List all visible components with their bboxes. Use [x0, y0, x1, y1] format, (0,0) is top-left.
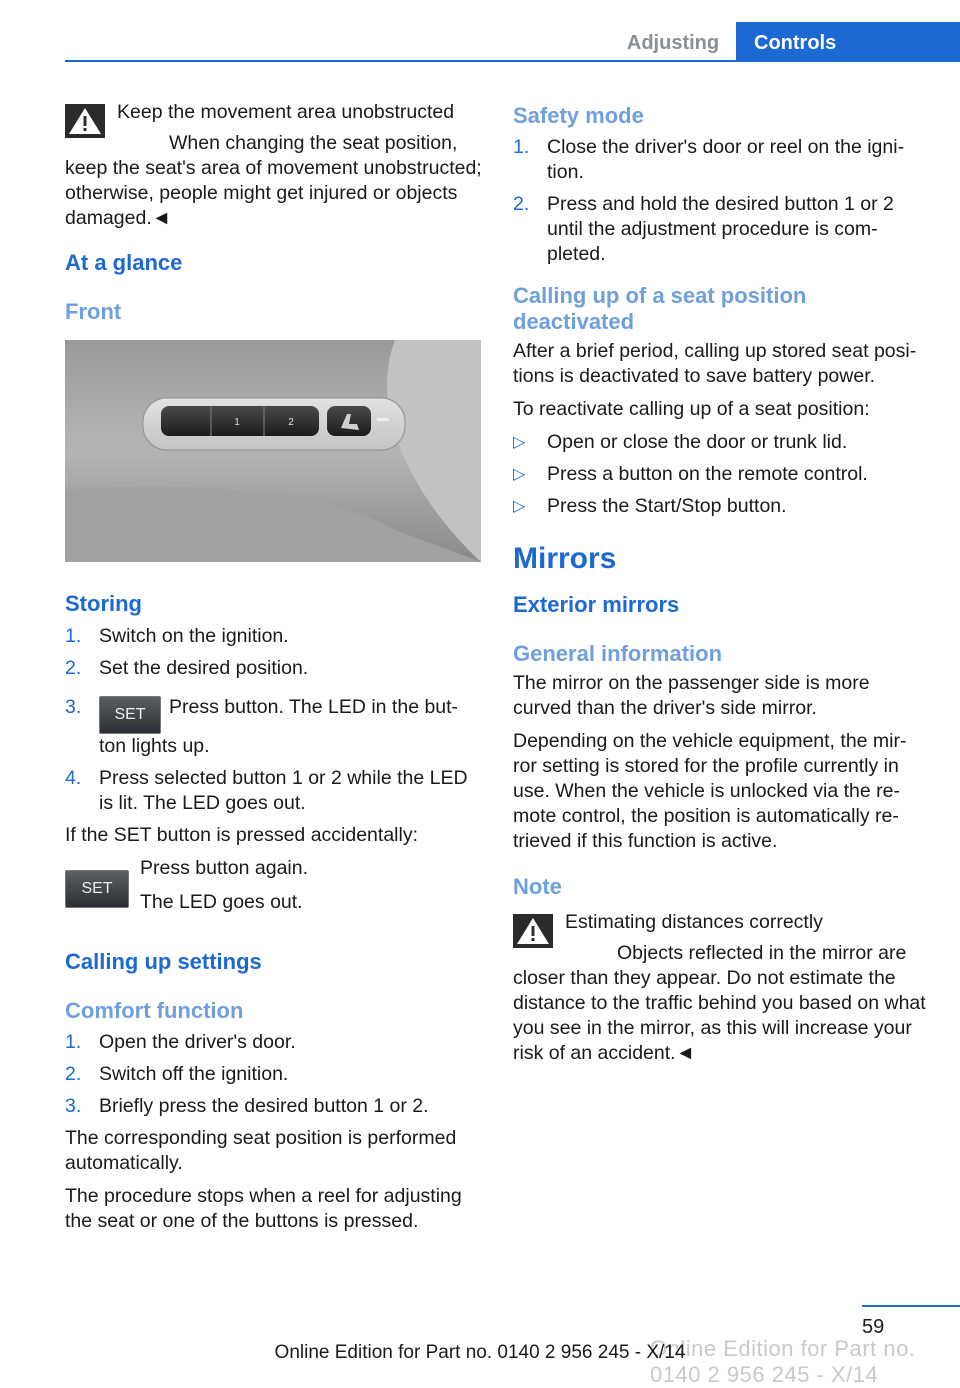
watermark: Online Edition for Part no. 0140 2 956 245 - X/14 — [650, 1336, 916, 1387]
list-item: ▷ Press a button on the remote control. — [513, 463, 868, 485]
warning-movement-area — [65, 100, 483, 231]
list-item: ▷ Press the Start/Stop button. — [513, 495, 787, 517]
list-item: 3. Briefly press the desired button 1 or 2. — [65, 1095, 429, 1117]
warning-icon — [513, 914, 553, 948]
paragraph-general-2: Depending on the vehicle equipment, the mir‐ror setting is stored for the profile currently in use. When the vehicle is unlocked via the re‐mote control, the position is automatically re‐trieved if this function is active. — [513, 730, 907, 852]
left-column — [65, 100, 483, 1242]
press-again-text: Press button again. — [140, 857, 309, 879]
warning-icon — [65, 104, 105, 138]
paragraph-deactivated: After a brief period, calling up stored seat posi‐tions is deactivated to save battery power. — [513, 340, 917, 387]
paragraph-performed: The corresponding seat position is performed automatically. — [65, 1127, 457, 1174]
safety-steps — [513, 135, 928, 267]
warning-title: Keep the movement area unobstructed — [117, 101, 455, 123]
comfort-steps — [65, 1030, 483, 1119]
reactivate-list — [513, 430, 928, 519]
heading-safety-mode: Safety mode — [513, 103, 644, 128]
list-item: 1. Open the driver's door. — [65, 1031, 296, 1053]
warning-title: Estimating distances correctly — [565, 911, 823, 933]
page-number: 59 — [862, 1316, 885, 1338]
list-item: 3. SET Press button. The LED in the but‐ton lights up. — [65, 696, 459, 757]
paragraph-reactivate: To reactivate calling up of a seat position: — [513, 398, 870, 420]
list-item: 1. Switch on the ignition. — [65, 625, 289, 647]
seat-memory-buttons-photo — [65, 340, 481, 562]
list-item: 2. Switch off the ignition. — [65, 1063, 289, 1085]
chapter-label: Controls — [736, 22, 960, 62]
heading-exterior-mirrors: Exterior mirrors — [513, 592, 680, 617]
heading-calling-up-settings: Calling up settings — [65, 949, 262, 974]
photo-button-2-label: 2 — [288, 417, 294, 428]
list-item: 2. Set the desired position. — [65, 657, 309, 679]
heading-front: Front — [65, 299, 122, 324]
footer-rule — [862, 1305, 960, 1307]
set-again-block — [65, 856, 483, 928]
led-out-text: The LED goes out. — [140, 891, 303, 913]
right-column — [513, 103, 928, 1066]
warning-distances — [513, 910, 928, 1066]
bullet-triangle-icon: ▷ — [513, 434, 526, 451]
set-button-icon: SET — [65, 870, 129, 908]
photo-button-1-label: 1 — [234, 417, 240, 428]
heading-mirrors: Mirrors — [513, 542, 617, 575]
heading-general-information: General information — [513, 641, 723, 666]
list-item: 2. Press and hold the desired button 1 or 2 until the adjustment procedure is com‐pleted. — [513, 193, 894, 265]
list-item: ▷ Open or close the door or trunk lid. — [513, 431, 848, 453]
bullet-triangle-icon: ▷ — [513, 466, 526, 483]
warning-body: Objects reflected in the mirror are closer than they appear. Do not estimate the distance to the traffic behind you based on what you see in the mirror, as this will increase your risk of an accident.◄ — [513, 942, 926, 1064]
heading-comfort-function: Comfort function — [65, 998, 244, 1023]
section-label: Adjusting — [626, 32, 720, 54]
header-rule — [65, 60, 960, 62]
heading-note: Note — [513, 874, 562, 899]
heading-at-a-glance: At a glance — [65, 250, 183, 275]
page-header — [0, 0, 960, 62]
paragraph-general-1: The mirror on the passenger side is more curved than the driver's side mirror. — [513, 672, 870, 719]
list-item: 4. Press selected button 1 or 2 while the LED is lit. The LED goes out. — [65, 767, 468, 814]
footer-edition: Online Edition for Part no. 0140 2 956 245 - X/14 — [274, 1342, 686, 1363]
bullet-triangle-icon: ▷ — [513, 498, 526, 515]
list-item: 1. Close the driver's door or reel on the igni‐tion. — [513, 136, 905, 183]
heading-deactivated: Calling up of a seat position deactivated — [513, 283, 807, 334]
warning-body: When changing the seat position, keep the seat's area of movement unobstructed; otherwise, people might get injured or objects damaged.◄ — [65, 132, 482, 229]
paragraph-stops: The procedure stops when a reel for adjusting the seat or one of the buttons is pressed. — [65, 1185, 462, 1232]
storing-steps — [65, 624, 483, 816]
set-button-icon: SET — [99, 696, 161, 734]
paragraph-accidental: If the SET button is pressed accidentally: — [65, 824, 418, 846]
heading-storing: Storing — [65, 591, 142, 616]
